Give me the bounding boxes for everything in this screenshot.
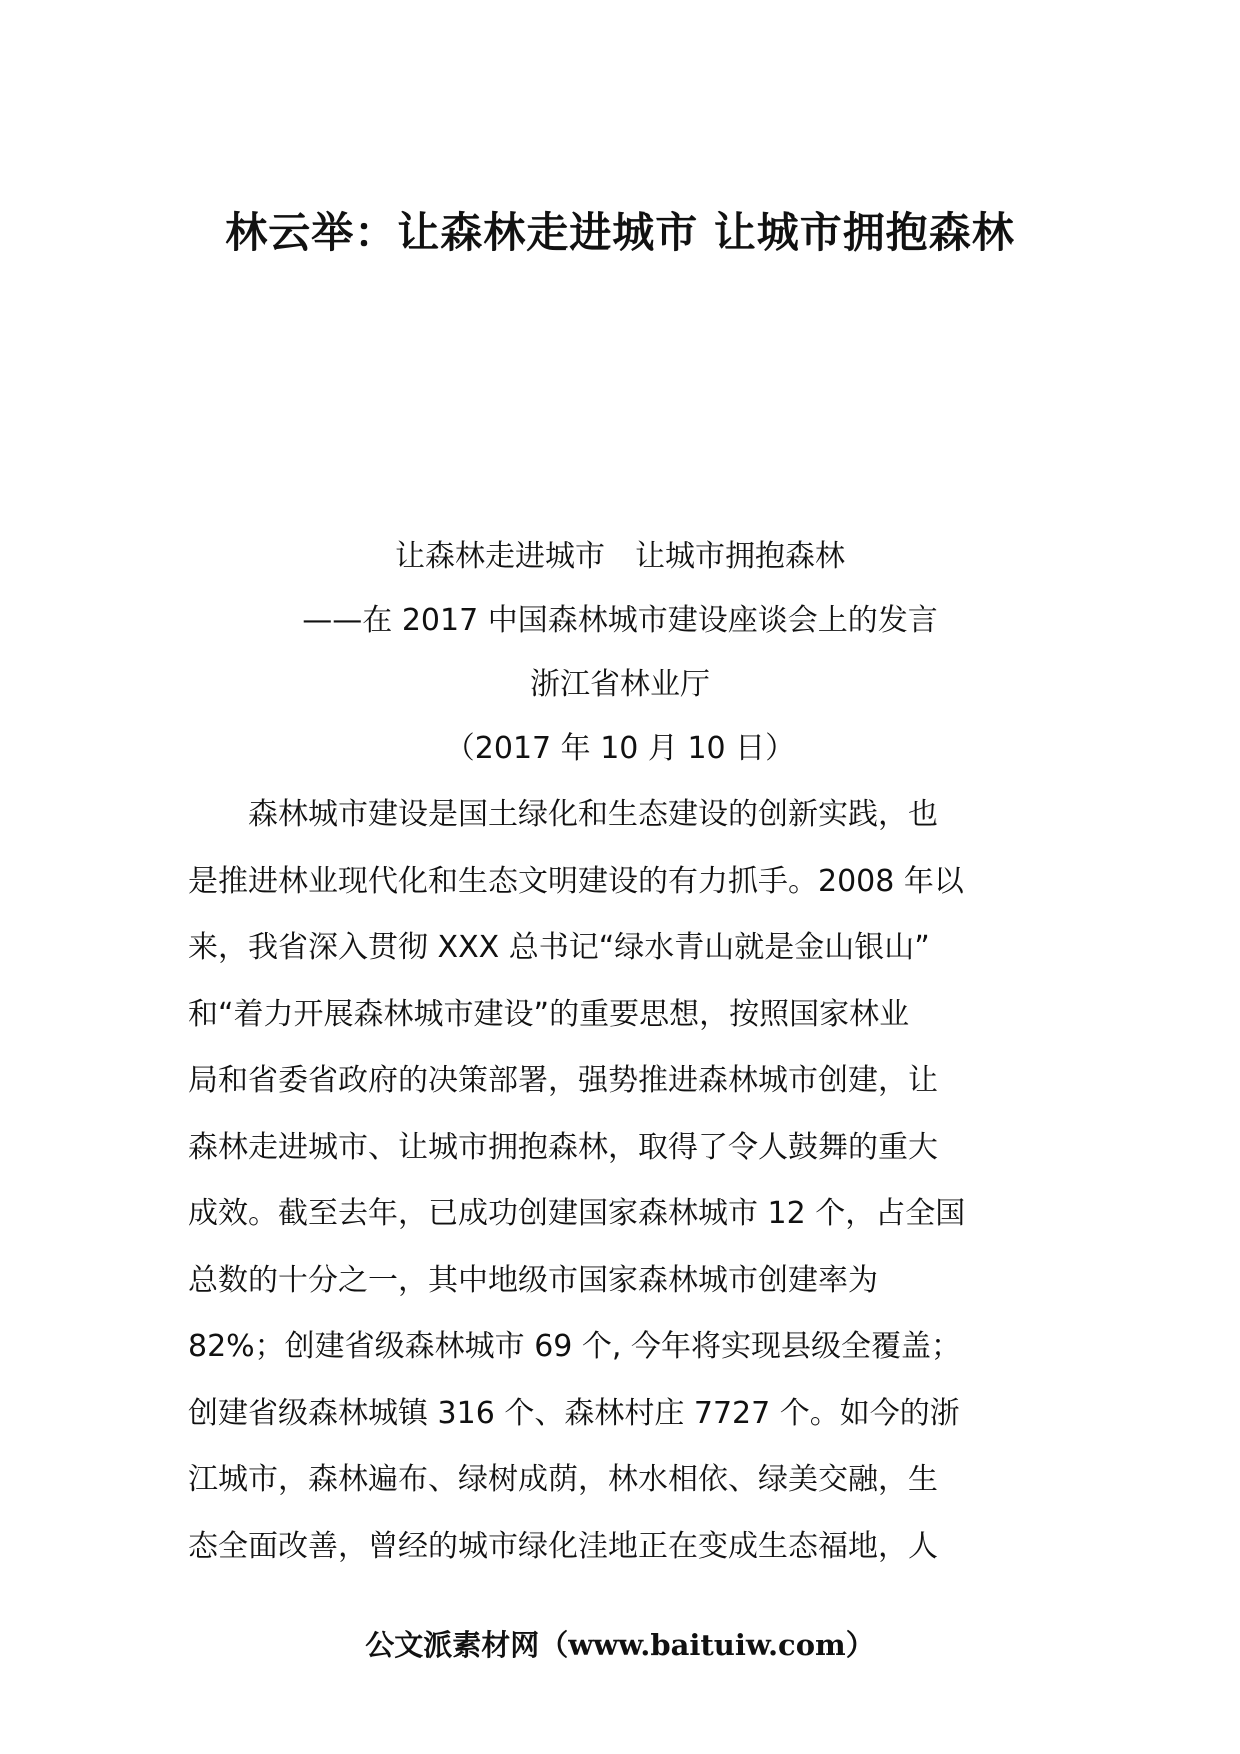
body-line: 森林城市建设是国土绿化和生态建设的创新实践，也 — [188, 797, 938, 832]
body-line: 和“着力开展森林城市建设”的重要思想，按照国家林业 — [188, 996, 910, 1032]
body-line: 成效。截至去年，已成功创建国家森林城市 12 个，占全国 — [188, 1196, 966, 1231]
body-line: 是推进林业现代化和生态文明建设的有力抓手。2008 年以 — [188, 863, 964, 899]
speech-date: （2017 年 10 月 10 日） — [444, 731, 796, 766]
body-line: 局和省委省政府的决策部署，强势推进森林城市创建，让 — [188, 1063, 938, 1098]
speaker-organization: 浙江省林业厅 — [530, 667, 710, 702]
speech-occasion: ——在 2017 中国森林城市建设座谈会上的发言 — [302, 603, 938, 638]
body-line: 82%；创建省级森林城市 69 个, 今年将实现县级全覆盖； — [188, 1329, 961, 1364]
page-title: 林云举：让森林走进城市 让城市拥抱森林 — [225, 208, 1015, 257]
body-line: 来，我省深入贯彻 XXX 总书记“绿水青山就是金山银山” — [188, 930, 930, 965]
body-line: 江城市，森林遍布、绿树成荫，林水相依、绿美交融，生 — [188, 1462, 938, 1497]
body-line: 创建省级森林城镇 316 个、森林村庄 7727 个。如今的浙 — [188, 1395, 960, 1431]
body-line: 总数的十分之一，其中地级市国家森林城市创建率为 — [188, 1262, 878, 1298]
speech-subtitle: 让森林走进城市 让城市拥抱森林 — [395, 539, 845, 574]
footer-watermark: 公文派素材网（www.baituiw.com） — [365, 1628, 875, 1662]
document-header — [0, 525, 1240, 781]
body-line: 态全面改善，曾经的城市绿化洼地正在变成生态福地，人 — [188, 1528, 938, 1564]
body-line: 森林走进城市、让城市拥抱森林，取得了令人鼓舞的重大 — [188, 1129, 938, 1165]
body-paragraph — [188, 782, 1056, 1580]
